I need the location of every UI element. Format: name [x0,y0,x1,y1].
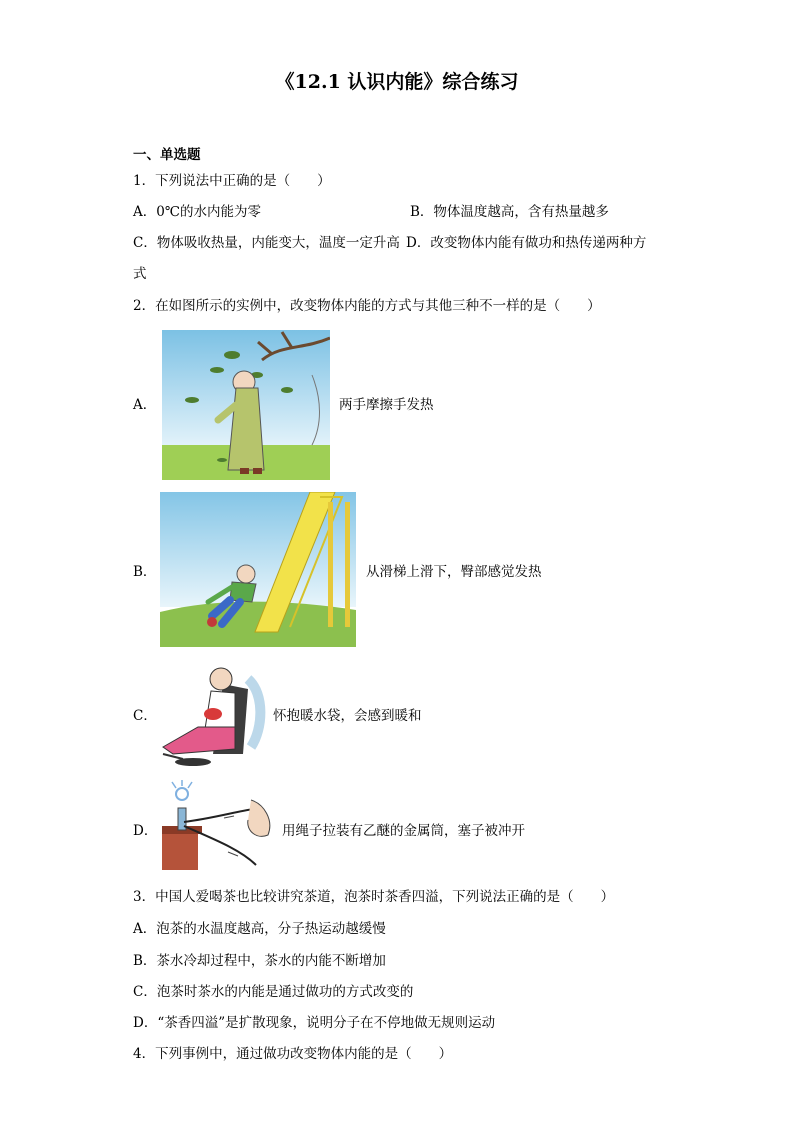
question-2-option-c-letter: C． [133,708,157,724]
hot-water-bag-figure [153,659,266,769]
question-2-option-d-letter: D． [133,823,158,839]
question-1-option-b: B．物体温度越高，含有热量越多 [410,204,609,220]
question-2-option-b-text: 从滑梯上滑下，臀部感觉发热 [366,564,542,580]
question-1-option-a: A．0℃的水内能为零 [133,204,261,220]
slide-figure [160,492,356,647]
question-3-option-c: C．泡茶时茶水的内能是通过做功的方式改变的 [133,984,414,1000]
wind-leaves-figure [162,330,330,480]
question-2-option-b-letter: B． [133,564,157,580]
rope-cylinder-figure [156,780,276,876]
question-2-option-c-text: 怀抱暖水袋，会感到暖和 [273,708,422,724]
question-3-stem: 3．中国人爱喝茶也比较讲究茶道，泡茶时茶香四溢，下列说法正确的是（ ） [133,889,615,905]
question-1-option-d: D．改变物体内能有做功和热传递两种方 [406,235,647,251]
question-3-option-a: A．泡茶的水温度越高，分子热运动越缓慢 [133,921,386,937]
page-title: 《12.1 认识内能》综合练习 [275,71,519,93]
question-2-stem: 2．在如图所示的实例中，改变物体内能的方式与其他三种不一样的是（ ） [133,298,601,314]
question-1-option-d-cont: 式 [133,266,147,282]
question-3-option-b: B．茶水冷却过程中，茶水的内能不断增加 [133,953,386,969]
question-2-option-a-text: 两手摩擦手发热 [339,397,434,413]
question-2-option-d-text: 用绳子拉装有乙醚的金属筒，塞子被冲开 [282,823,525,839]
question-4-stem: 4．下列事例中，通过做功改变物体内能的是（ ） [133,1046,453,1062]
question-1-stem: 1．下列说法中正确的是（ ） [133,173,331,189]
question-1-option-c: C．物体吸收热量，内能变大，温度一定升高 [133,235,400,251]
question-3-option-d: D．“茶香四溢”是扩散现象，说明分子在不停地做无规则运动 [133,1015,496,1031]
section-heading: 一、单选题 [133,147,201,163]
question-2-option-a-letter: A． [133,397,157,413]
